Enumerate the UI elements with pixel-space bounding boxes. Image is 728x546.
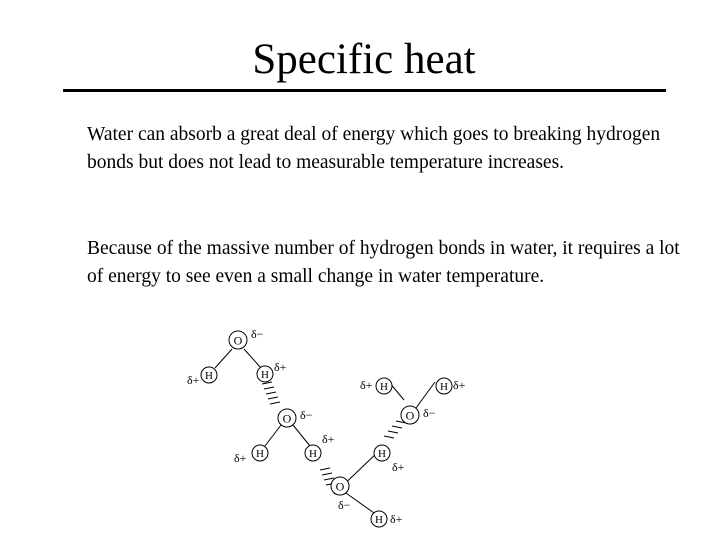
partial-positive-label: δ+ — [392, 460, 405, 474]
hydrogen-atom — [371, 511, 387, 527]
hydrogen-atom — [252, 445, 268, 461]
paragraph-energy-absorption: Water can absorb a great deal of energy which goes to breaking hydrogen bonds but does not lead to measurable temperature increases. — [87, 124, 661, 173]
oxygen-atom — [278, 409, 296, 427]
svg-text:H: H — [309, 448, 317, 460]
svg-text:H: H — [440, 381, 448, 393]
svg-text:H: H — [378, 448, 386, 460]
svg-text:O: O — [335, 479, 345, 494]
svg-text:H: H — [256, 448, 264, 460]
oxygen-atom — [229, 331, 247, 349]
partial-negative-label: δ− — [338, 498, 351, 512]
svg-text:O: O — [233, 333, 243, 348]
hydrogen-atom — [201, 367, 217, 383]
oxygen-atom — [331, 477, 349, 495]
hydrogen-atom — [376, 378, 392, 394]
title-divider — [63, 89, 666, 92]
hydrogen-atom — [305, 445, 321, 461]
svg-text:H: H — [261, 369, 269, 381]
hydrogen-atom — [436, 378, 452, 394]
partial-negative-label: δ− — [251, 327, 264, 341]
svg-text:H: H — [205, 370, 213, 382]
partial-positive-label: δ+ — [322, 432, 335, 446]
paragraph-hydrogen-bonds: Because of the massive number of hydrogen bonds in water, it requires a lot of energy to see even a small change in water temperature. — [87, 238, 680, 287]
water-hydrogen-bond-diagram — [160, 326, 480, 531]
partial-positive-label: δ+ — [453, 378, 466, 392]
partial-positive-label: δ+ — [234, 451, 247, 465]
oxygen-atom — [401, 406, 419, 424]
hydrogen-atom — [374, 445, 390, 461]
partial-negative-label: δ− — [300, 408, 313, 422]
svg-text:O: O — [282, 411, 292, 426]
svg-text:O: O — [405, 408, 415, 423]
partial-positive-label: δ+ — [274, 360, 287, 374]
svg-text:H: H — [375, 514, 383, 526]
partial-positive-label: δ+ — [187, 373, 200, 387]
svg-text:H: H — [380, 381, 388, 393]
partial-negative-label: δ− — [423, 406, 436, 420]
partial-positive-label: δ+ — [360, 378, 373, 392]
slide-title: Specific heat — [252, 36, 476, 83]
covalent-bonds — [215, 349, 435, 513]
hydrogen-atom — [257, 366, 273, 382]
partial-positive-label: δ+ — [390, 512, 403, 526]
